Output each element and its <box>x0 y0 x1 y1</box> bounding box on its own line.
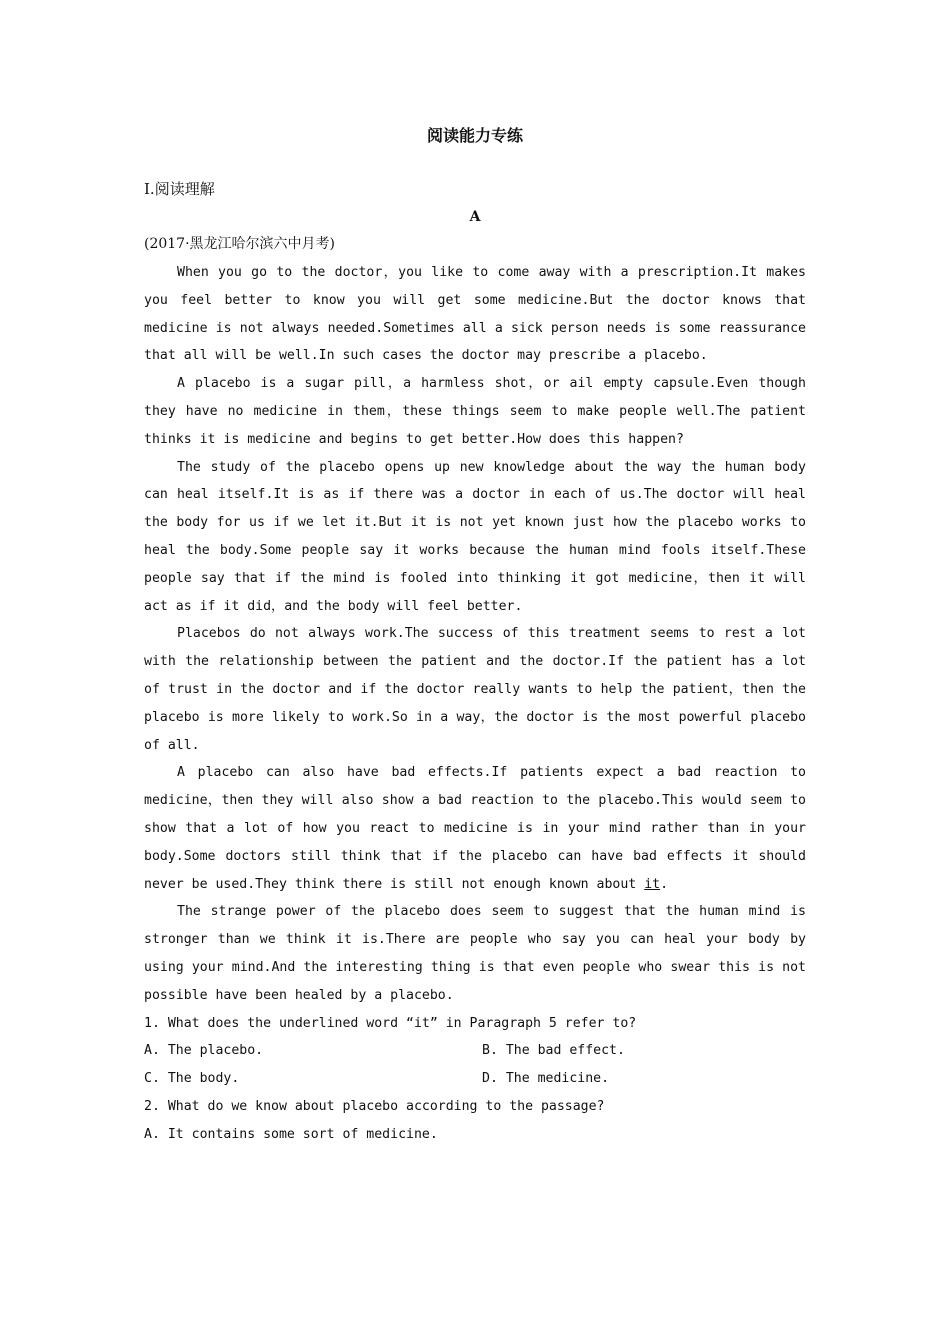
paragraph-5 <box>144 759 806 898</box>
question-1: 1. What does the underlined word “it” in Paragraph 5 refer to? <box>144 1015 637 1031</box>
question-1-options-row-2 <box>144 1065 806 1093</box>
document-title: 阅读能力专练 <box>426 126 523 145</box>
question-1-options-row-1 <box>144 1037 806 1065</box>
option-1d: D. The medicine. <box>482 1071 610 1087</box>
option-2a: A. It contains some sort of medicine. <box>144 1126 438 1142</box>
paragraph-6: The strange power of the placebo does seem to suggest that the human mind is stronger than we think it is.There are people who say you can heal your body by using your mind.And the interesting thing is that even people who swear this is not possible have been healed by a placebo. <box>144 904 806 1003</box>
section-heading: Ⅰ.阅读理解 <box>144 180 215 198</box>
paragraph-5-text: A placebo can also have bad effects.If patients expect a bad reaction to medicine，then they will also show a bad reaction to the placebo.This would seem to show that a lot of how you react to medicine is in your mind rather than in your body.Some doctors still think that if the placebo can have bad effects it should never be used.They think there is still not enough known about <box>144 765 806 892</box>
question-2: 2. What do we know about placebo according to the passage? <box>144 1098 605 1114</box>
paragraph-4: Placebos do not always work.The success of this treatment seems to rest a lot with the relationship between the patient and the doctor.If the patient has a lot of trust in the doctor and if the doctor really wants to help the patient，then the placebo is more likely to work.So in a way，the doctor is the most powerful placebo of all. <box>144 626 806 753</box>
option-1c: C. The body. <box>144 1071 240 1087</box>
paragraph-1: When you go to the doctor，you like to come away with a prescription.It makes you feel better to know you will get some medicine.But the doctor knows that medicine is not always needed.Sometimes all a sick person needs is some reassurance that all will be well.In such cases the doctor may prescribe a placebo. <box>144 265 806 364</box>
passage-body <box>144 259 806 1149</box>
paragraph-2: A placebo is a sugar pill，a harmless shot，or ail empty capsule.Even though they have no medicine in them，these things seem to make people well.The patient thinks it is medicine and begins to get better.How does this happen? <box>144 376 806 447</box>
paragraph-5-end: . <box>660 876 669 892</box>
underlined-word: it <box>644 876 661 892</box>
source-note: (2017·黑龙江哈尔滨六中月考) <box>144 236 336 252</box>
option-1a: A. The placebo. <box>144 1043 264 1059</box>
option-1b: B. The bad effect. <box>482 1043 625 1059</box>
passage-label: A <box>469 209 481 225</box>
paragraph-3: The study of the placebo opens up new knowledge about the way the human body can heal itself.It is as if there was a doctor in each of us.The doctor will heal the body for us if we let it.But it is not yet known just how the placebo works to heal the body.Some people say it works because the human mind fools itself.These people say that if the mind is fooled into thinking it got medicine，then it will act as if it did，and the body will feel better. <box>144 459 806 614</box>
